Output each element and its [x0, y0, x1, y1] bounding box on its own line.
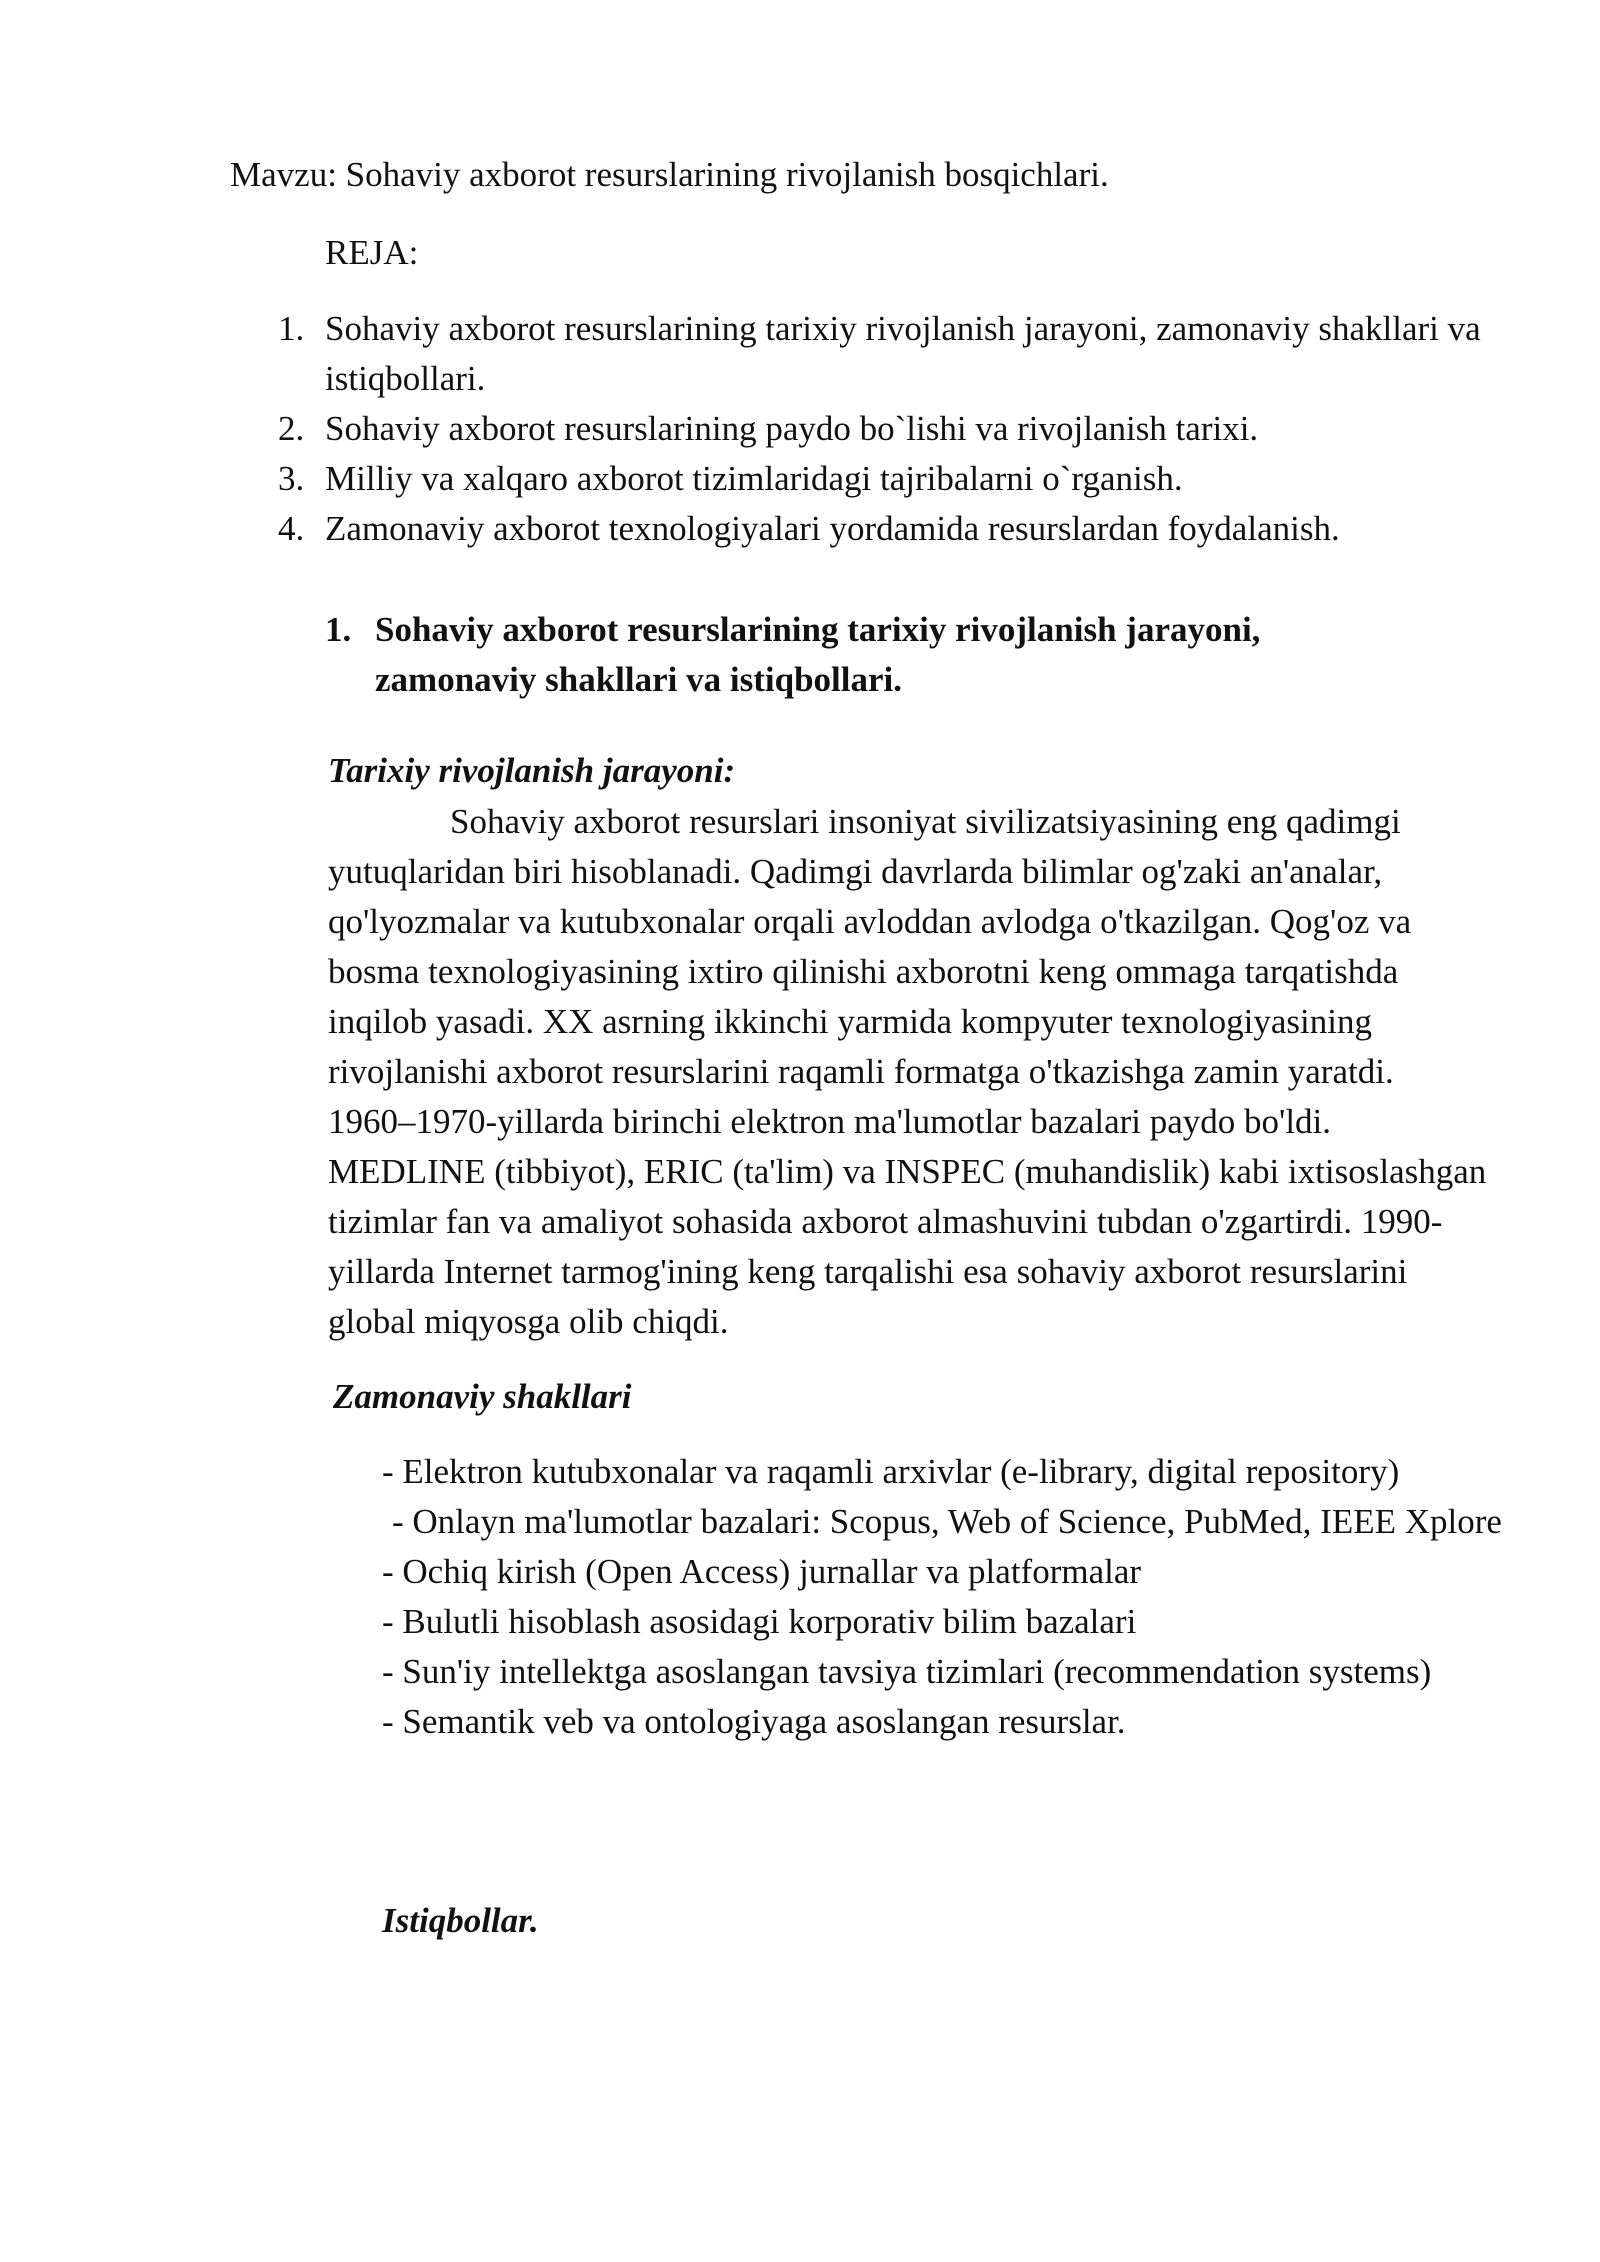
plan-item-number: 1.: [278, 309, 305, 348]
plan-item-number: 3.: [278, 459, 305, 498]
topic-title: Mavzu: Sohaviy axborot resurslarining rivojlanish bosqichlari.: [230, 155, 1109, 194]
list-item: - Ochiq kirish (Open Access) jurnallar va platformalar: [382, 1552, 1142, 1591]
plan-label: REJA:: [325, 233, 419, 272]
section-title: Sohaviy axborot resurslarining tarixiy rivojlanish jarayoni, zamonaviy shakllari va istiqbollari.: [375, 610, 1261, 699]
modern-forms-heading: Zamonaviy shakllari: [333, 1377, 632, 1416]
list-item: - Elektron kutubxonalar va raqamli arxivlar (e-library, digital repository): [382, 1452, 1400, 1491]
section-heading: [325, 605, 1425, 705]
plan-item-number: 2.: [278, 409, 305, 448]
list-item: - Semantik veb va ontologiyaga asoslangan resurslar.: [382, 1702, 1126, 1741]
section-number: 1.: [325, 610, 352, 649]
modern-forms-list: [382, 1447, 1502, 1747]
plan-item: [270, 504, 1500, 554]
plan-item: [270, 404, 1500, 454]
plan-item-text: Zamonaviy axborot texnologiyalari yordamida resurslardan foydalanish.: [325, 509, 1340, 548]
plan-item-text: Sohaviy axborot resurslarining paydo bo`lishi va rivojlanish tarixi.: [325, 409, 1259, 448]
plan-item-text: Sohaviy axborot resurslarining tarixiy rivojlanish jarayoni, zamonaviy shakllari va istiqbollari.: [325, 309, 1481, 398]
plan-item: [270, 304, 1500, 404]
prospects-heading: Istiqbollar.: [382, 1901, 539, 1940]
historical-heading: Tarixiy rivojlanish jarayoni:: [328, 751, 736, 790]
plan-item-text: Milliy va xalqaro axborot tizimlaridagi tajribalarni o`rganish.: [325, 459, 1183, 498]
plan-item-number: 4.: [278, 509, 305, 548]
plan-item: [270, 454, 1500, 504]
list-item: - Bulutli hisoblash asosidagi korporativ bilim bazalari: [382, 1602, 1137, 1641]
plan-list: [270, 304, 1500, 554]
list-item: - Sun'iy intellektga asoslangan tavsiya tizimlari (recommendation systems): [382, 1652, 1432, 1691]
list-item: - Onlayn ma'lumotlar bazalari: Scopus, Web of Science, PubMed, IEEE Xplore: [392, 1502, 1502, 1541]
historical-paragraph: Sohaviy axborot resurslari insoniyat sivilizatsiyasining eng qadimgi yutuqlaridan biri hisoblanadi. Qadimgi davrlarda bilimlar og'zaki an'analar, qo'lyozmalar va kutubxonalar orqali avloddan avlodga o'tkazilgan. Qog'oz va bosma texnologiyasining ixtiro qilinishi axborotni keng ommaga tarqatishda inqilob yasadi. XX asrning ikkinchi yarmida kompyuter texnologiyasining rivojlanishi axborot resurslarini raqamli formatga o'tkazishga zamin yaratdi. 1960–1970-yillarda birinchi elektron ma'lumotlar bazalari paydo bo'ldi. MEDLINE (tibbiyot), ERIC (ta'lim) va INSPEC (muhandislik) kabi ixtisoslashgan tizimlar fan va amaliyot sohasida axborot almashuvini tubdan o'zgartirdi. 1990-yillarda Internet tarmog'ining keng tarqalishi esa sohaviy axborot resurslarini global miqyosga olib chiqdi.: [328, 802, 1487, 1341]
